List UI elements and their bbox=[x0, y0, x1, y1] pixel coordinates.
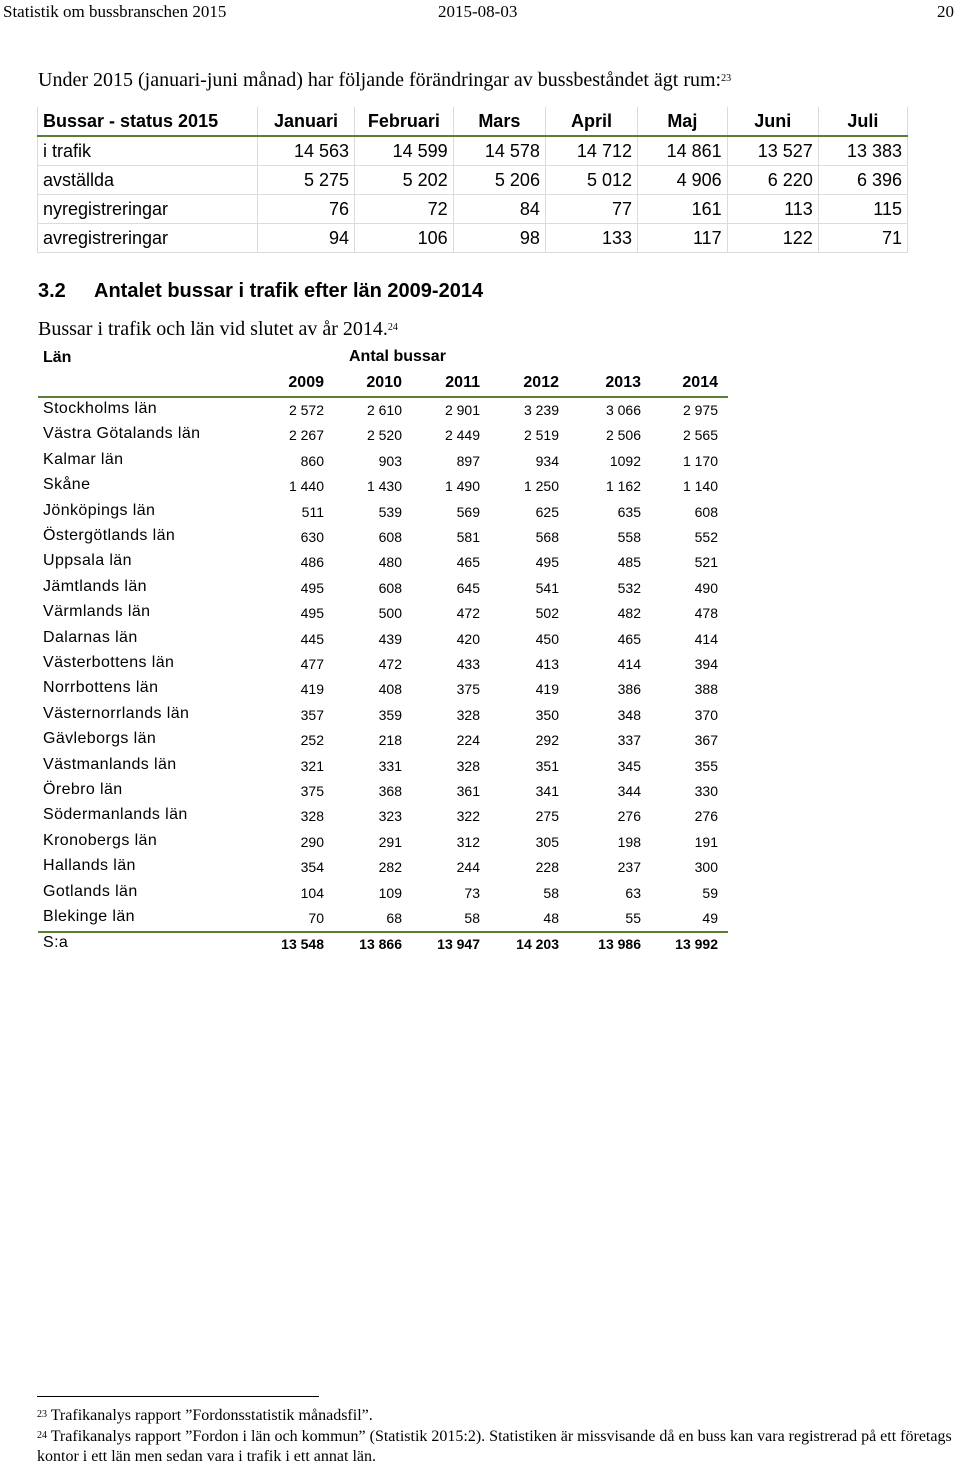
county-sum-row bbox=[38, 931, 728, 958]
status-cell: 5 206 bbox=[453, 166, 545, 195]
county-row bbox=[38, 855, 728, 880]
county-row bbox=[38, 830, 728, 855]
status-cell: 5 202 bbox=[355, 166, 454, 195]
county-value: 2 519 bbox=[523, 427, 559, 444]
county-row bbox=[38, 550, 728, 575]
county-row bbox=[38, 627, 728, 652]
county-value: 252 bbox=[300, 732, 324, 749]
county-value: 439 bbox=[378, 630, 402, 647]
year-header-2010: 2010 bbox=[366, 374, 402, 391]
county-name: Östergötlands län bbox=[43, 527, 176, 544]
county-row bbox=[38, 423, 728, 448]
county-value: 2 449 bbox=[444, 427, 480, 444]
county-value: 300 bbox=[694, 859, 718, 876]
county-value: 337 bbox=[617, 732, 641, 749]
county-name: Örebro län bbox=[43, 781, 123, 798]
status-cell: 98 bbox=[453, 224, 545, 253]
county-name: Kronobergs län bbox=[43, 831, 158, 849]
county-value: 218 bbox=[378, 732, 402, 749]
county-name: Västra Götalands län bbox=[43, 425, 201, 443]
year-header-row bbox=[38, 374, 728, 398]
county-value: 860 bbox=[300, 452, 324, 469]
county-value: 58 bbox=[464, 910, 480, 926]
status-cell: 122 bbox=[727, 224, 818, 253]
county-value: 500 bbox=[378, 605, 402, 622]
running-header-date: 2015-08-03 bbox=[438, 2, 518, 21]
section-heading bbox=[38, 280, 483, 303]
county-value: 1 140 bbox=[682, 478, 718, 495]
running-header-title: Statistik om bussbranschen 2015 bbox=[3, 2, 227, 21]
county-value: 191 bbox=[694, 833, 718, 850]
county-value: 291 bbox=[378, 833, 402, 850]
county-value: 495 bbox=[535, 554, 559, 571]
county-value: 408 bbox=[378, 681, 402, 698]
footnote-23-marker: 23 bbox=[37, 1409, 47, 1420]
county-value: 348 bbox=[617, 706, 641, 723]
status-cell: 106 bbox=[355, 224, 454, 253]
county-value: 477 bbox=[300, 656, 324, 672]
footnote-24 bbox=[37, 1427, 952, 1467]
status-cell: 115 bbox=[818, 195, 907, 224]
county-value: 354 bbox=[300, 859, 324, 876]
county-name: Värmlands län bbox=[43, 603, 151, 621]
county-value: 2 572 bbox=[288, 402, 324, 418]
status-cell: 5 012 bbox=[545, 166, 637, 195]
county-value: 482 bbox=[617, 605, 641, 622]
status-row-label: i trafik bbox=[38, 136, 258, 166]
county-value: 368 bbox=[378, 783, 402, 799]
county-row bbox=[38, 906, 728, 931]
county-value: 2 520 bbox=[366, 427, 402, 444]
status-cell: 14 563 bbox=[258, 136, 355, 166]
county-value: 552 bbox=[694, 529, 718, 545]
county-value: 420 bbox=[456, 630, 480, 647]
county-value: 3 239 bbox=[523, 402, 559, 418]
county-value: 237 bbox=[617, 859, 641, 876]
county-name: Skåne bbox=[43, 476, 91, 494]
county-row bbox=[38, 677, 728, 702]
county-value: 1 250 bbox=[523, 478, 559, 495]
status-cell: 161 bbox=[637, 195, 727, 224]
status-header-cell: Bussar - status 2015 bbox=[38, 107, 258, 136]
intro-text: Under 2015 (januari-juni månad) har följande förändringar av bussbeståndet ägt rum: bbox=[38, 69, 722, 91]
county-row bbox=[38, 754, 728, 779]
status-cell: 77 bbox=[545, 195, 637, 224]
year-header-2009: 2009 bbox=[288, 374, 324, 391]
county-value: 419 bbox=[300, 681, 324, 698]
county-value: 328 bbox=[456, 757, 480, 774]
county-value: 2 506 bbox=[605, 427, 641, 444]
county-value: 3 066 bbox=[605, 402, 641, 418]
county-value: 276 bbox=[694, 808, 718, 825]
county-name: Uppsala län bbox=[43, 552, 132, 570]
footnote-23-text: Trafikanalys rapport ”Fordonsstatistik månadsfil”. bbox=[50, 1407, 373, 1424]
county-value: 465 bbox=[456, 554, 480, 571]
status-table-row bbox=[38, 195, 908, 224]
county-value: 359 bbox=[378, 706, 402, 723]
county-value: 1 162 bbox=[605, 478, 641, 495]
county-value: 357 bbox=[300, 706, 324, 723]
county-value: 502 bbox=[535, 605, 559, 622]
status-header-cell: Februari bbox=[355, 107, 454, 136]
county-value: 625 bbox=[535, 503, 559, 520]
county-name: Blekinge län bbox=[43, 908, 135, 925]
county-value: 645 bbox=[456, 579, 480, 596]
status-row-label: avställda bbox=[38, 166, 258, 195]
county-value: 2 610 bbox=[366, 402, 402, 418]
county-name: Västmanlands län bbox=[43, 755, 177, 773]
county-name: Västerbottens län bbox=[43, 654, 175, 671]
status-cell: 14 599 bbox=[355, 136, 454, 166]
county-value: 331 bbox=[378, 757, 402, 774]
county-value: 109 bbox=[378, 884, 402, 901]
county-value: 344 bbox=[617, 783, 641, 799]
county-row bbox=[38, 449, 728, 474]
county-value: 450 bbox=[535, 630, 559, 647]
county-value: 63 bbox=[625, 884, 641, 901]
status-cell: 117 bbox=[637, 224, 727, 253]
county-value: 2 901 bbox=[444, 402, 480, 418]
county-value: 608 bbox=[694, 503, 718, 520]
county-value: 328 bbox=[300, 808, 324, 825]
status-cell: 14 861 bbox=[637, 136, 727, 166]
section-title: Antalet bussar i trafik efter län 2009-2014 bbox=[94, 280, 484, 302]
county-value: 608 bbox=[378, 529, 402, 545]
county-name: Hallands län bbox=[43, 857, 136, 875]
county-value: 290 bbox=[300, 833, 324, 850]
footnote-separator bbox=[37, 1396, 319, 1397]
county-value: 388 bbox=[694, 681, 718, 698]
county-value: 1 440 bbox=[288, 478, 324, 495]
county-value: 1 170 bbox=[682, 452, 718, 469]
sum-value: 14 203 bbox=[516, 936, 559, 953]
county-value: 330 bbox=[694, 783, 718, 799]
county-value: 104 bbox=[300, 884, 324, 901]
county-value: 486 bbox=[300, 554, 324, 571]
sum-value: 13 992 bbox=[675, 936, 718, 953]
county-value: 367 bbox=[694, 732, 718, 749]
county-row bbox=[38, 398, 728, 423]
county-value: 558 bbox=[617, 529, 641, 545]
county-value: 1 430 bbox=[366, 478, 402, 495]
county-value: 276 bbox=[617, 808, 641, 825]
county-value: 370 bbox=[694, 706, 718, 723]
county-value: 581 bbox=[456, 529, 480, 545]
status-header-cell: Mars bbox=[453, 107, 545, 136]
county-value: 198 bbox=[617, 833, 641, 850]
county-value: 228 bbox=[535, 859, 559, 876]
column-header-lan: Län bbox=[43, 349, 72, 366]
county-value: 532 bbox=[617, 579, 641, 596]
status-header-cell: Juni bbox=[727, 107, 818, 136]
status-cell: 72 bbox=[355, 195, 454, 224]
county-value: 478 bbox=[694, 605, 718, 622]
county-value: 48 bbox=[543, 910, 559, 926]
county-value: 521 bbox=[694, 554, 718, 571]
status-cell: 13 527 bbox=[727, 136, 818, 166]
county-value: 413 bbox=[535, 656, 559, 672]
county-value: 312 bbox=[456, 833, 480, 850]
footnote-ref-23: 23 bbox=[721, 73, 732, 84]
county-value: 224 bbox=[456, 732, 480, 749]
county-value: 490 bbox=[694, 579, 718, 596]
county-value: 419 bbox=[535, 681, 559, 698]
status-cell: 94 bbox=[258, 224, 355, 253]
county-value: 2 267 bbox=[288, 427, 324, 444]
status-cell: 14 578 bbox=[453, 136, 545, 166]
county-value: 68 bbox=[386, 910, 402, 926]
county-value: 55 bbox=[625, 910, 641, 926]
status-row-label: avregistreringar bbox=[38, 224, 258, 253]
county-value: 495 bbox=[300, 579, 324, 596]
status-cell: 71 bbox=[818, 224, 907, 253]
county-name: Stockholms län bbox=[43, 400, 158, 417]
county-value: 569 bbox=[456, 503, 480, 520]
county-value: 495 bbox=[300, 605, 324, 622]
county-value: 341 bbox=[535, 783, 559, 799]
year-header-2013: 2013 bbox=[605, 374, 641, 391]
county-name: Västernorrlands län bbox=[43, 704, 190, 722]
table-caption bbox=[38, 318, 398, 341]
county-value: 1 490 bbox=[444, 478, 480, 495]
county-value: 630 bbox=[300, 529, 324, 545]
county-value: 355 bbox=[694, 757, 718, 774]
county-value: 480 bbox=[378, 554, 402, 571]
county-row bbox=[38, 703, 728, 728]
status-cell: 84 bbox=[453, 195, 545, 224]
county-value: 445 bbox=[300, 630, 324, 647]
county-row bbox=[38, 652, 728, 677]
status-cell: 6 220 bbox=[727, 166, 818, 195]
county-value: 305 bbox=[535, 833, 559, 850]
county-value: 73 bbox=[464, 884, 480, 901]
status-cell: 5 275 bbox=[258, 166, 355, 195]
county-value: 414 bbox=[694, 630, 718, 647]
section-number: 3.2 bbox=[38, 280, 66, 302]
county-value: 2 975 bbox=[682, 402, 718, 418]
bus-status-table bbox=[37, 107, 908, 253]
county-value: 292 bbox=[535, 732, 559, 749]
county-value: 608 bbox=[378, 579, 402, 596]
county-value: 70 bbox=[308, 910, 324, 926]
county-value: 635 bbox=[617, 503, 641, 520]
status-table-header-row bbox=[38, 107, 908, 136]
year-header-2012: 2012 bbox=[523, 374, 559, 391]
county-value: 328 bbox=[456, 706, 480, 723]
sum-value: 13 548 bbox=[281, 936, 324, 953]
page-number: 20 bbox=[937, 2, 954, 21]
county-value: 58 bbox=[543, 884, 559, 901]
county-value: 350 bbox=[535, 706, 559, 723]
county-value: 903 bbox=[378, 452, 402, 469]
county-value: 49 bbox=[702, 910, 718, 926]
status-header-cell: April bbox=[545, 107, 637, 136]
group-header-antal-bussar: Antal bussar bbox=[349, 348, 446, 365]
status-cell: 14 712 bbox=[545, 136, 637, 166]
county-row bbox=[38, 500, 728, 525]
county-value: 568 bbox=[535, 529, 559, 545]
county-name: Jönköpings län bbox=[43, 501, 156, 519]
county-row bbox=[38, 601, 728, 626]
county-value: 472 bbox=[378, 656, 402, 672]
sum-value: 13 866 bbox=[359, 936, 402, 953]
county-row bbox=[38, 525, 728, 550]
county-value: 244 bbox=[456, 859, 480, 876]
county-row bbox=[38, 576, 728, 601]
footnote-23 bbox=[37, 1406, 952, 1426]
county-value: 323 bbox=[378, 808, 402, 825]
county-value: 414 bbox=[617, 656, 641, 672]
status-table-row bbox=[38, 224, 908, 253]
status-table-row bbox=[38, 166, 908, 195]
year-header-2011: 2011 bbox=[445, 374, 480, 391]
county-row bbox=[38, 779, 728, 804]
county-value: 897 bbox=[456, 452, 480, 469]
county-name: Gotlands län bbox=[43, 882, 138, 900]
county-value: 321 bbox=[300, 757, 324, 774]
sum-value: 13 986 bbox=[598, 936, 641, 953]
status-row-label: nyregistreringar bbox=[38, 195, 258, 224]
county-value: 433 bbox=[456, 656, 480, 672]
status-cell: 133 bbox=[545, 224, 637, 253]
county-value: 375 bbox=[300, 783, 324, 799]
county-value: 275 bbox=[535, 808, 559, 825]
county-value: 485 bbox=[617, 554, 641, 571]
county-value: 282 bbox=[378, 859, 402, 876]
county-value: 541 bbox=[535, 579, 559, 596]
year-header-2014: 2014 bbox=[682, 374, 718, 391]
county-value: 511 bbox=[301, 503, 324, 520]
status-cell: 13 383 bbox=[818, 136, 907, 166]
county-value: 472 bbox=[456, 605, 480, 622]
county-value: 375 bbox=[456, 681, 480, 698]
county-value: 394 bbox=[694, 656, 718, 672]
county-row bbox=[38, 474, 728, 499]
county-value: 59 bbox=[702, 884, 718, 901]
county-value: 361 bbox=[456, 783, 480, 799]
county-value: 539 bbox=[378, 503, 402, 520]
county-value: 351 bbox=[535, 757, 559, 774]
intro-paragraph bbox=[38, 69, 731, 92]
county-name: Gävleborgs län bbox=[43, 730, 157, 748]
footnote-24-marker: 24 bbox=[37, 1430, 47, 1441]
county-value: 345 bbox=[617, 757, 641, 774]
county-name: Kalmar län bbox=[43, 450, 124, 468]
status-table-row bbox=[38, 136, 908, 166]
status-header-cell: Januari bbox=[258, 107, 355, 136]
footnote-24-text: Trafikanalys rapport ”Fordon i län och kommun” (Statistik 2015:2). Statistiken är missvisande då en buss kan vara registrerad på ett företags kontor i ett län men sedan vara i trafik i ett annat län. bbox=[37, 1428, 952, 1465]
caption-text: Bussar i trafik och län vid slutet av år 2014. bbox=[38, 318, 388, 340]
sum-label: S:a bbox=[43, 934, 69, 952]
county-value: 2 565 bbox=[682, 427, 718, 444]
county-name: Dalarnas län bbox=[43, 628, 138, 646]
county-value: 934 bbox=[535, 452, 559, 469]
county-row bbox=[38, 804, 728, 829]
county-value: 465 bbox=[617, 630, 641, 647]
status-cell: 76 bbox=[258, 195, 355, 224]
county-value: 386 bbox=[617, 681, 641, 698]
footnote-ref-24: 24 bbox=[387, 322, 398, 333]
status-cell: 113 bbox=[727, 195, 818, 224]
county-value: 322 bbox=[456, 808, 480, 825]
status-cell: 6 396 bbox=[818, 166, 907, 195]
county-name: Norrbottens län bbox=[43, 679, 159, 697]
sum-value: 13 947 bbox=[437, 936, 480, 953]
county-row bbox=[38, 728, 728, 753]
status-header-cell: Juli bbox=[818, 107, 907, 136]
county-name: Södermanlands län bbox=[43, 806, 188, 824]
county-name: Jämtlands län bbox=[43, 577, 147, 595]
status-header-cell: Maj bbox=[637, 107, 727, 136]
county-value: 1092 bbox=[609, 452, 641, 469]
county-row bbox=[38, 881, 728, 906]
status-cell: 4 906 bbox=[637, 166, 727, 195]
